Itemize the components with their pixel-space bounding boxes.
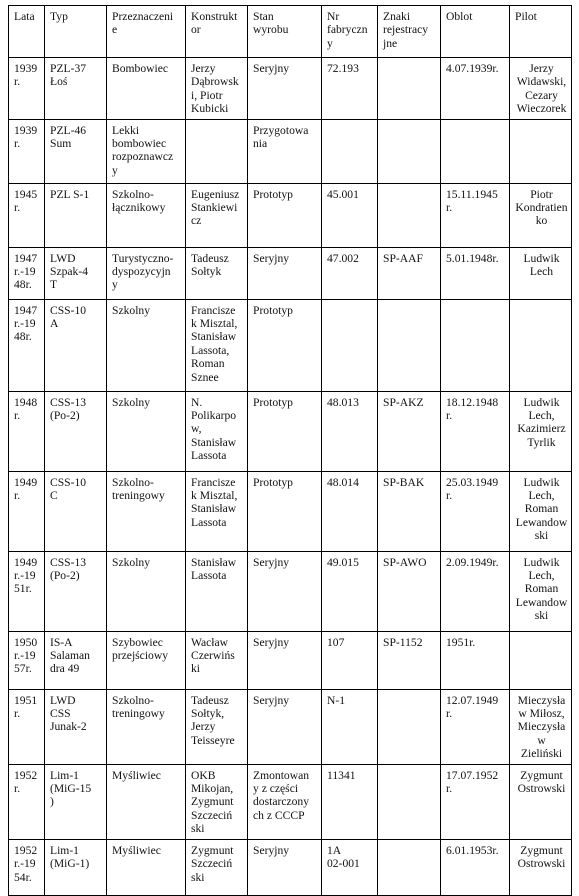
cell-konstruktor: Tadeusz Sołtyk, Jerzy Teisseyre	[186, 689, 248, 764]
cell-stan-wyrobu: Seryjny	[248, 247, 322, 299]
cell-przeznaczenie: Szkolno- treningowy	[107, 471, 186, 551]
cell-lata: 1952 r.-19 54r.	[9, 839, 45, 895]
cell-konstruktor: Stanisław Lassota	[186, 551, 248, 631]
cell-lata: 1939 r.	[9, 58, 45, 120]
table-row	[9, 391, 572, 471]
cell-stan-wyrobu: Prototyp	[248, 299, 322, 391]
cell-znaki-rejestracyjne: SP-AAF	[378, 247, 441, 299]
cell-nr-fabryczny: 11341	[322, 764, 378, 839]
cell-konstruktor: Zygmunt Szczeciń ski	[186, 839, 248, 895]
cell-stan-wyrobu: Przygotowa nia	[248, 119, 322, 183]
cell-nr-fabryczny: 47.002	[322, 247, 378, 299]
cell-lata: 1947 r.-19 48r.	[9, 299, 45, 391]
cell-znaki-rejestracyjne: SP-1152	[378, 631, 441, 689]
cell-lata: 1939 r.	[9, 119, 45, 183]
cell-typ: CSS-13 (Po-2)	[45, 391, 107, 471]
header-przeznaczenie: Przeznaczeni e	[107, 6, 186, 58]
cell-lata: 1949 r.-19 51r.	[9, 551, 45, 631]
cell-znaki-rejestracyjne: SP-AWO	[378, 551, 441, 631]
cell-oblot: 15.11.1945 r.	[441, 183, 510, 247]
cell-znaki-rejestracyjne	[378, 183, 441, 247]
table-row	[9, 471, 572, 551]
cell-przeznaczenie: Turystyczno- dyspozycyjn y	[107, 247, 186, 299]
cell-znaki-rejestracyjne	[378, 839, 441, 895]
cell-oblot: 25.03.1949 r.	[441, 471, 510, 551]
cell-nr-fabryczny: 48.014	[322, 471, 378, 551]
cell-lata: 1951 r.	[9, 689, 45, 764]
cell-typ: LWD CSS Junak-2	[45, 689, 107, 764]
cell-stan-wyrobu: Seryjny	[248, 551, 322, 631]
cell-lata: 1948 r.	[9, 391, 45, 471]
table-row	[9, 631, 572, 689]
cell-lata: 1950 r.-19 57r.	[9, 631, 45, 689]
cell-konstruktor	[186, 119, 248, 183]
cell-lata: 1949 r.	[9, 471, 45, 551]
cell-nr-fabryczny: N-1	[322, 689, 378, 764]
cell-przeznaczenie: Szkolny	[107, 299, 186, 391]
header-pilot: Pilot	[510, 6, 572, 58]
cell-typ: PZL S-1	[45, 183, 107, 247]
cell-typ: Lim-1 (MiG-15 )	[45, 764, 107, 839]
cell-przeznaczenie: Szkolno- łącznikowy	[107, 183, 186, 247]
aircraft-table	[8, 5, 572, 896]
cell-oblot: 1951r.	[441, 631, 510, 689]
table-row	[9, 247, 572, 299]
cell-konstruktor: OKB Mikojan, Zygmunt Szczeciń ski	[186, 764, 248, 839]
cell-typ: Lim-1 (MiG-1)	[45, 839, 107, 895]
cell-przeznaczenie: Lekki bombowiec rozpoznawcz y	[107, 119, 186, 183]
cell-stan-wyrobu: Seryjny	[248, 689, 322, 764]
cell-pilot: Ludwik Lech, Kazimierz Tyrlik	[510, 391, 572, 471]
table-row	[9, 183, 572, 247]
cell-lata: 1945 r.	[9, 183, 45, 247]
cell-znaki-rejestracyjne	[378, 689, 441, 764]
cell-pilot	[510, 119, 572, 183]
cell-oblot	[441, 299, 510, 391]
cell-nr-fabryczny: 48.013	[322, 391, 378, 471]
cell-pilot: Ludwik Lech	[510, 247, 572, 299]
header-nr-fabryczny: Nr fabryczn y	[322, 6, 378, 58]
cell-konstruktor: N. Polikarpo w, Stanisław Lassota	[186, 391, 248, 471]
table-row	[9, 299, 572, 391]
cell-nr-fabryczny: 107	[322, 631, 378, 689]
table-row	[9, 119, 572, 183]
cell-przeznaczenie: Szkolny	[107, 551, 186, 631]
cell-lata: 1947 r.-19 48r.	[9, 247, 45, 299]
cell-przeznaczenie: Myśliwiec	[107, 839, 186, 895]
cell-przeznaczenie: Szkolno- treningowy	[107, 689, 186, 764]
cell-konstruktor: Francisze k Misztal, Stanisław Lassota	[186, 471, 248, 551]
cell-stan-wyrobu: Prototyp	[248, 391, 322, 471]
table-row	[9, 689, 572, 764]
cell-nr-fabryczny: 49.015	[322, 551, 378, 631]
cell-przeznaczenie: Szybowiec przejściowy	[107, 631, 186, 689]
cell-znaki-rejestracyjne: SP-AKZ	[378, 391, 441, 471]
cell-stan-wyrobu: Seryjny	[248, 839, 322, 895]
cell-typ: LWD Szpak-4 T	[45, 247, 107, 299]
cell-oblot: 5.01.1948r.	[441, 247, 510, 299]
cell-typ: CSS-13 (Po-2)	[45, 551, 107, 631]
cell-konstruktor: Francisze k Misztal, Stanisław Lassota, Roman Sznee	[186, 299, 248, 391]
cell-stan-wyrobu: Seryjny	[248, 631, 322, 689]
cell-konstruktor: Tadeusz Sołtyk	[186, 247, 248, 299]
cell-oblot: 2.09.1949r.	[441, 551, 510, 631]
cell-nr-fabryczny: 72.193	[322, 58, 378, 120]
cell-znaki-rejestracyjne: SP-BAK	[378, 471, 441, 551]
table-row	[9, 764, 572, 839]
cell-pilot	[510, 631, 572, 689]
cell-nr-fabryczny: 45.001	[322, 183, 378, 247]
cell-typ: PZL-37 Łoś	[45, 58, 107, 120]
header-row	[9, 6, 572, 58]
header-typ: Typ	[45, 6, 107, 58]
cell-znaki-rejestracyjne	[378, 299, 441, 391]
cell-oblot: 4.07.1939r.	[441, 58, 510, 120]
cell-oblot: 6.01.1953r.	[441, 839, 510, 895]
cell-konstruktor: Jerzy Dąbrowsk i, Piotr Kubicki	[186, 58, 248, 120]
cell-oblot: 12.07.1949 r.	[441, 689, 510, 764]
cell-pilot: Ludwik Lech, Roman Lewandow ski	[510, 471, 572, 551]
cell-nr-fabryczny: 1A 02-001	[322, 839, 378, 895]
cell-typ: CSS-10 A	[45, 299, 107, 391]
cell-typ: CSS-10 C	[45, 471, 107, 551]
header-stan-wyrobu: Stan wyrobu	[248, 6, 322, 58]
cell-typ: IS-A Salaman dra 49	[45, 631, 107, 689]
header-konstruktor: Konstrukt or	[186, 6, 248, 58]
cell-znaki-rejestracyjne	[378, 58, 441, 120]
header-lata: Lata	[9, 6, 45, 58]
cell-przeznaczenie: Myśliwiec	[107, 764, 186, 839]
header-znaki-rejestracyjne: Znaki rejestracy jne	[378, 6, 441, 58]
cell-stan-wyrobu: Seryjny	[248, 58, 322, 120]
table-row	[9, 551, 572, 631]
cell-oblot: 17.07.1952 r.	[441, 764, 510, 839]
cell-znaki-rejestracyjne	[378, 119, 441, 183]
cell-typ: PZL-46 Sum	[45, 119, 107, 183]
table-row	[9, 839, 572, 895]
cell-znaki-rejestracyjne	[378, 764, 441, 839]
cell-pilot: Piotr Kondratien ko	[510, 183, 572, 247]
cell-lata: 1952 r.	[9, 764, 45, 839]
cell-konstruktor: Eugeniusz Stankiewi cz	[186, 183, 248, 247]
cell-przeznaczenie: Bombowiec	[107, 58, 186, 120]
cell-nr-fabryczny	[322, 299, 378, 391]
cell-przeznaczenie: Szkolny	[107, 391, 186, 471]
cell-konstruktor: Wacław Czerwińs ki	[186, 631, 248, 689]
cell-pilot: Ludwik Lech, Roman Lewandow ski	[510, 551, 572, 631]
cell-pilot: Zygmunt Ostrowski	[510, 764, 572, 839]
table-body	[9, 58, 572, 896]
cell-oblot: 18.12.1948 r.	[441, 391, 510, 471]
table-row	[9, 58, 572, 120]
cell-pilot	[510, 299, 572, 391]
cell-stan-wyrobu: Zmontowan y z części dostarczony ch z CCCP	[248, 764, 322, 839]
cell-pilot: Jerzy Widawski, Cezary Wieczorek	[510, 58, 572, 120]
cell-nr-fabryczny	[322, 119, 378, 183]
cell-pilot: Mieczysła w Miłosz, Mieczysła w Zieliński	[510, 689, 572, 764]
header-oblot: Oblot	[441, 6, 510, 58]
cell-stan-wyrobu: Prototyp	[248, 471, 322, 551]
cell-oblot	[441, 119, 510, 183]
cell-stan-wyrobu: Prototyp	[248, 183, 322, 247]
cell-pilot: Zygmunt Ostrowski	[510, 839, 572, 895]
